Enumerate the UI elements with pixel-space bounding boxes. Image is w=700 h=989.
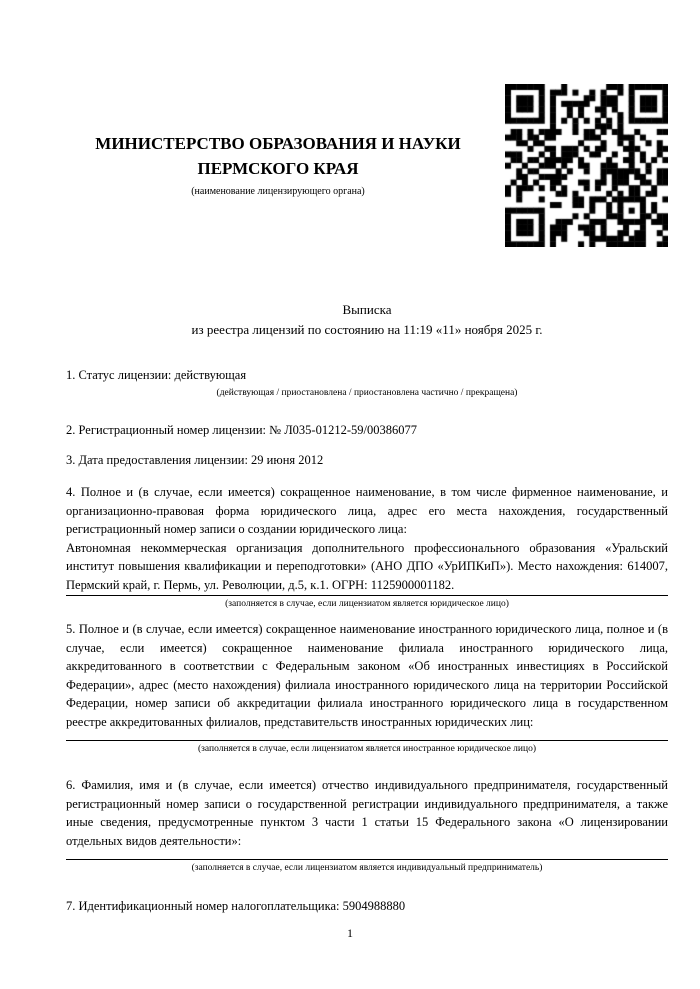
- licensing-authority: [66, 131, 490, 198]
- fill-in-rule: [66, 859, 668, 860]
- title-line1: Выписка: [342, 302, 392, 317]
- item-license-status: [66, 366, 668, 399]
- license-grant-date-text: 3. Дата предоставления лицензии: 29 июня 2012: [66, 453, 324, 467]
- legal-entity-label: 4. Полное и (в случае, если имеется) сокращенное наименование, в том числе фирменное наименование, и организационно-правовая форма юридического лица, адрес его места нахождения, государственный регистрационный номер записи о создании юридического лица:: [66, 485, 668, 536]
- legal-entity-caption: (заполняется в случае, если лицензиатом является юридическое лицо): [225, 599, 509, 609]
- ministry-name-line1: МИНИСТЕРСТВО ОБРАЗОВАНИЯ И НАУКИ: [95, 134, 461, 153]
- foreign-entity-value: [66, 731, 668, 739]
- legal-entity-value: Автономная некоммерческая организация дополнительного профессионального образования «Уральский институт повышения квалификации и переподготовки» (АНО ДПО «УрИПКиП»). Место нахождения: 614007, Пермский край, г. Пермь, ул. Революции, д.5, к.1. ОГРН: 1125900001182.: [66, 540, 668, 592]
- item-registration-number: [66, 421, 668, 440]
- registration-number-text: 2. Регистрационный номер лицензии: № Л035-01212-59/00386077: [66, 423, 417, 437]
- item-taxpayer-id: [66, 897, 668, 916]
- license-status-text: 1. Статус лицензии: действующая: [66, 368, 247, 382]
- licensing-authority-caption: (наименование лицензирующего органа): [191, 186, 365, 197]
- license-status-options-caption: (действующая / приостановлена / приостановлена частично / прекращена): [216, 387, 518, 398]
- ministry-name-line2: ПЕРМСКОГО КРАЯ: [197, 159, 359, 178]
- foreign-entity-caption: (заполняется в случае, если лицензиатом является иностранное юридическое лицо): [198, 744, 536, 754]
- page-number: 1: [347, 926, 353, 940]
- item-individual-entrepreneur: [66, 776, 668, 874]
- item-legal-entity: [66, 483, 668, 610]
- document-title: [66, 300, 668, 340]
- title-line2: из реестра лицензий по состоянию на 11:19 «11» ноября 2025 г.: [191, 322, 543, 337]
- item-license-grant-date: [66, 451, 668, 470]
- individual-entrepreneur-label: 6. Фамилия, имя и (в случае, если имеется) отчество индивидуального предпринимателя, государственный регистрационный номер записи о государственной регистрации индивидуального предпринимателя, а также иные сведения, предусмотренные пунктом 3 части 1 статьи 15 Федерального закона «О лицензировании отдельных видов деятельности»:: [66, 778, 668, 848]
- item-foreign-entity: [66, 620, 668, 755]
- individual-entrepreneur-value: [66, 850, 668, 858]
- fill-in-rule: [66, 595, 668, 596]
- fill-in-rule: [66, 740, 668, 741]
- taxpayer-id-text: 7. Идентификационный номер налогоплательщика: 5904988880: [66, 899, 406, 913]
- qr-code: [505, 84, 668, 247]
- individual-entrepreneur-caption: (заполняется в случае, если лицензиатом является индивидуальный предприниматель): [191, 863, 543, 873]
- foreign-entity-label: 5. Полное и (в случае, если имеется) сокращенное наименование иностранного юридического лица, полное и (в случае, если имеется) сокращенное наименование филиала иностранного юридического лица, аккредитованного в соответствии с Федеральным законом «Об иностранных инвестициях в Российской Федерации», адрес (место нахождения) филиала иностранного юридического лица на территории Российской Федерации, номер записи об аккредитации филиала иностранного юридического лица в государственном реестре аккредитованных филиалов, представительств иностранных юридических лиц:: [66, 622, 668, 729]
